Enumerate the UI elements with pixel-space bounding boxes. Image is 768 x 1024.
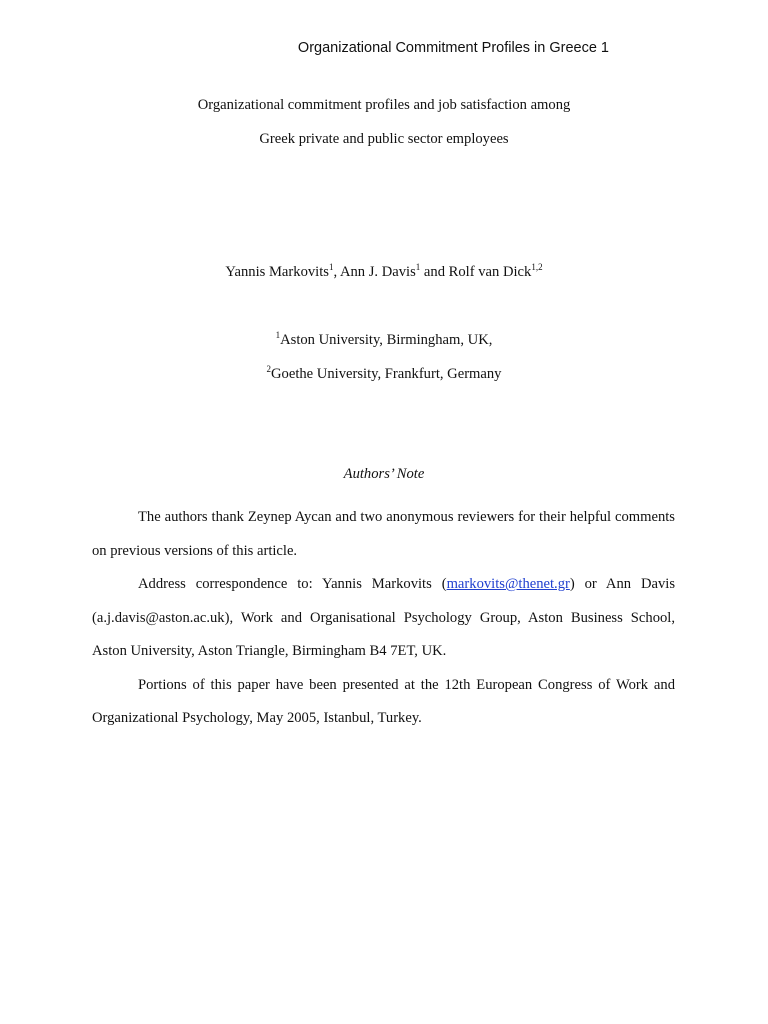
acknowledgement-paragraph: The authors thank Zeynep Aycan and two anonymous reviewers for their helpful comments on previous versions of this article. xyxy=(92,509,675,559)
paper-title-line-1: Organizational commitment profiles and job satisfaction among xyxy=(197,97,571,113)
author-affiliation-mark-2: 1 xyxy=(415,262,421,272)
affiliation-2 xyxy=(0,366,768,383)
affiliation-mark: 2 xyxy=(266,364,272,374)
affiliation-text: Aston University, Birmingham, UK, xyxy=(280,332,493,348)
author-name-1: Yannis Markovits xyxy=(225,264,329,280)
affiliation-mark: 1 xyxy=(275,330,281,340)
author-affiliation-mark-3: 1,2 xyxy=(531,262,543,272)
author-separator: , xyxy=(333,264,340,280)
author-name-2: Ann J. Davis xyxy=(339,264,416,280)
authors-note-body xyxy=(92,501,675,736)
authors-note-heading: Authors’ Note xyxy=(343,466,425,482)
correspondence-text-start: Address correspondence to: Yannis Markovits ( xyxy=(138,576,447,592)
correspondence-text-end: ) or Ann Davis (a.j.davis@aston.ac.uk), Work and Organisational Psychology Group, Aston Business School, Aston University, Aston Triangle, Birmingham B4 7ET, UK. xyxy=(92,576,675,659)
affiliation-text: Goethe University, Frankfurt, Germany xyxy=(271,366,502,382)
author-affiliation-mark-1: 1 xyxy=(328,262,334,272)
email-link[interactable]: markovits@thenet.gr xyxy=(446,576,570,592)
author-separator: and xyxy=(420,264,449,280)
running-head: Organizational Commitment Profiles in Greece 1 xyxy=(297,40,609,56)
author-list xyxy=(0,264,768,281)
presentation-paragraph: Portions of this paper have been presented at the 12th European Congress of Work and Organizational Psychology, May 2005, Istanbul, Turkey. xyxy=(92,676,675,726)
affiliation-1 xyxy=(0,332,768,349)
correspondence-paragraph xyxy=(92,568,675,669)
paper-title-line-2: Greek private and public sector employees xyxy=(259,131,509,147)
author-name-3: Rolf van Dick xyxy=(448,264,532,280)
